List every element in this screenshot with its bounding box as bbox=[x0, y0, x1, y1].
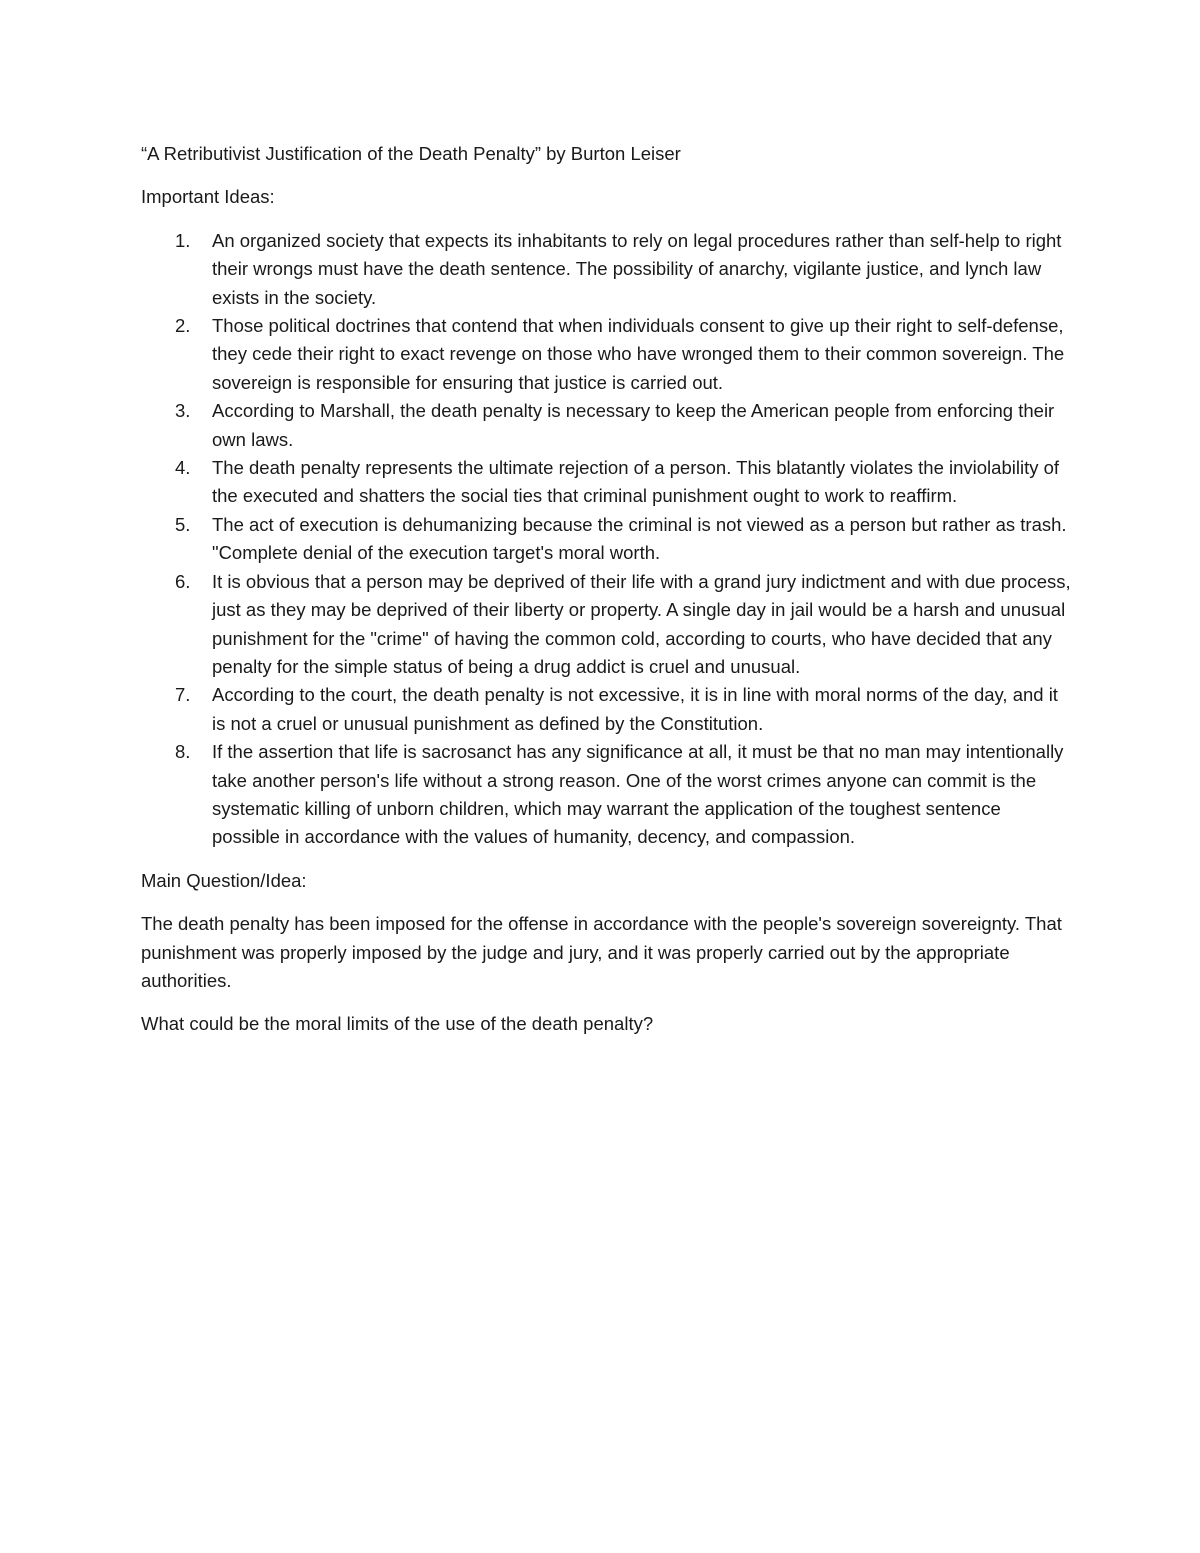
document-title: “A Retributivist Justification of the Death Penalty” by Burton Leiser bbox=[141, 143, 681, 164]
list-item-text: An organized society that expects its inhabitants to rely on legal procedures rather than self-help to right their wrongs must have the death sentence. The possibility of anarchy, vigilante justice, and lynch law exists in the society. bbox=[212, 229, 1062, 308]
list-item-text: It is obvious that a person may be deprived of their life with a grand jury indictment and with due process, just as they may be deprived of their liberty or property. A single day in jail would be a harsh and unusual punishment for the "crime" of having the common cold, according to courts, who have decided that any penalty for the simple status of being a drug addict is cruel and unusual. bbox=[212, 570, 1071, 677]
list-item-text: According to the court, the death penalty is not excessive, it is in line with moral norms of the day, and it is not a cruel or unusual punishment as defined by the Constitution. bbox=[212, 684, 1058, 734]
list-item bbox=[141, 681, 1071, 738]
list-item bbox=[141, 397, 1071, 454]
main-question-heading: Main Question/Idea: bbox=[141, 869, 307, 891]
list-item bbox=[141, 312, 1071, 397]
list-item-number: 2. bbox=[175, 315, 191, 337]
list-item-number: 6. bbox=[175, 570, 191, 592]
important-ideas-list bbox=[141, 227, 1071, 852]
list-item-number: 3. bbox=[175, 400, 191, 422]
list-item bbox=[141, 227, 1071, 312]
list-item-number: 1. bbox=[175, 229, 191, 251]
important-ideas-heading: Important Ideas: bbox=[141, 186, 275, 208]
list-item-text: If the assertion that life is sacrosanct has any significance at all, it must be that no man may intentionally take another person's life without a strong reason. One of the worst crimes anyone can commit is the systematic killing of unborn children, which may warrant the application of the toughest sentence possible in accordance with the values of humanity, decency, and compassion. bbox=[212, 741, 1064, 848]
list-item-number: 4. bbox=[175, 457, 191, 479]
list-item bbox=[141, 738, 1071, 852]
list-item-text: The death penalty represents the ultimate rejection of a person. This blatantly violates the inviolability of the executed and shatters the social ties that criminal punishment ought to work to reaffirm. bbox=[212, 457, 1060, 507]
list-item-number: 8. bbox=[175, 741, 191, 763]
list-item-text: According to Marshall, the death penalty is necessary to keep the American people from enforcing their own laws. bbox=[212, 400, 1055, 450]
list-item-number: 5. bbox=[175, 513, 191, 535]
closing-question: What could be the moral limits of the use of the death penalty? bbox=[141, 1013, 654, 1035]
main-paragraph: The death penalty has been imposed for the offense in accordance with the people's sovereign sovereignty. That punishment was properly imposed by the judge and jury, and it was properly carried out by the appropriate authorities. bbox=[141, 913, 1062, 991]
list-item bbox=[141, 511, 1071, 568]
list-item bbox=[141, 454, 1071, 511]
list-item bbox=[141, 568, 1071, 682]
list-item-text: The act of execution is dehumanizing because the criminal is not viewed as a person but rather as trash. "Complete denial of the execution target's moral worth. bbox=[212, 513, 1067, 564]
list-item-number: 7. bbox=[175, 684, 191, 706]
list-item-text: Those political doctrines that contend that when individuals consent to give up their right to self-defense, they cede their right to exact revenge on those who have wronged them to their common sovereign. The sovereign is responsible for ensuring that justice is carried out. bbox=[212, 315, 1065, 393]
document-page bbox=[141, 140, 1071, 1054]
